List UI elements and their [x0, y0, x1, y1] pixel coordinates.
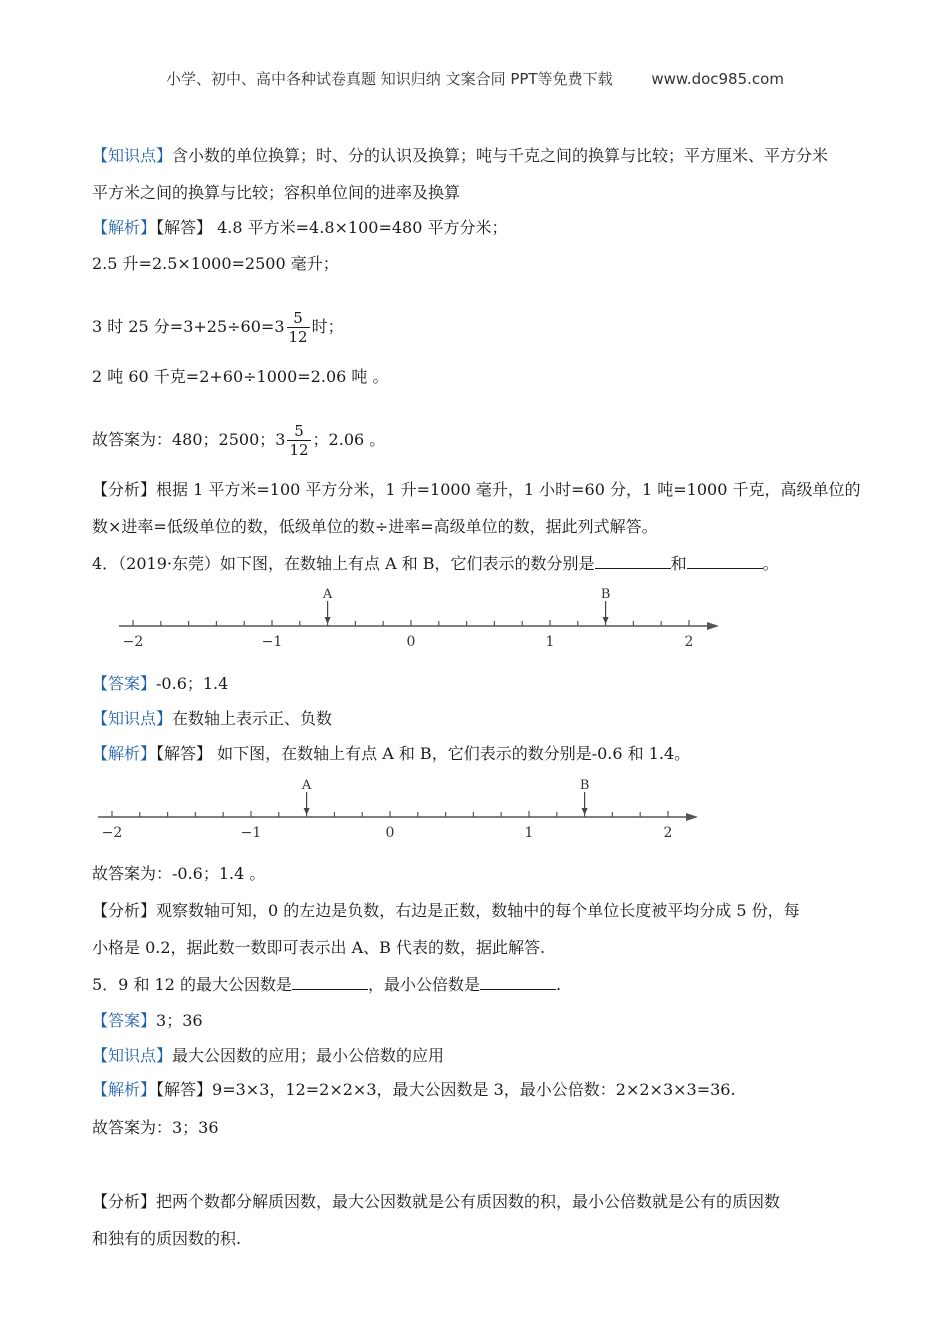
answer-tag: 【解答】 — [156, 218, 213, 237]
q4-question-mid: 和 — [670, 554, 687, 573]
answer-tag: 【答案】 — [92, 1011, 157, 1030]
tick-label: −2 — [122, 634, 144, 650]
axis-arrow — [686, 813, 698, 821]
header-text: 小学、初中、高中各种试卷真题 知识归纳 文案合同 PPT等免费下载 — [166, 70, 613, 88]
q5-answer — [92, 1009, 900, 1033]
answer-tag: 【答案】 — [92, 674, 157, 693]
solve-line-4: 2 吨 60 千克=2+60÷1000=2.06 吨 。 — [92, 367, 389, 386]
number-line-question — [115, 584, 725, 650]
fraction-numerator: 5 — [287, 422, 310, 441]
solve-text: 9=3×3，12=2×2×3，最大公因数是 3，最小公倍数：2×2×3×3=36. — [212, 1080, 736, 1099]
solve-tag: 【解答】 — [156, 1080, 213, 1099]
tick-label: 0 — [406, 634, 416, 650]
q5-question-mid: ，最小公倍数是 — [367, 975, 480, 994]
number-line-solution — [94, 775, 704, 841]
solve-line-2: 2.5 升=2.5×1000=2500 毫升； — [92, 254, 339, 273]
answer-text: 3；36 — [156, 1011, 203, 1030]
tick-label: 2 — [663, 825, 673, 841]
q4-analysis-line — [92, 742, 900, 766]
fraction-denominator: 12 — [288, 328, 308, 346]
q5-knowledge — [92, 1044, 900, 1068]
analysis-tag: 【解析】 — [92, 744, 157, 763]
point-b-arrowhead-icon — [582, 808, 588, 815]
q3-analysis-line — [92, 216, 900, 240]
q5-analysis-1: 【分析】把两个数都分解质因数，最大公因数就是公有质因数的积，最小公倍数就是公有的质因数 — [92, 1192, 781, 1211]
point-b-label: B — [579, 778, 590, 793]
line-3-post: 时； — [311, 317, 344, 336]
knowledge-text: 含小数的单位换算；时、分的认识及换算；吨与千克之间的换算与比较；平方厘米、平方分米 — [172, 146, 829, 165]
q5-question — [92, 973, 900, 997]
solve-tag: 【解答】 — [156, 744, 213, 763]
point-a-label: A — [301, 778, 312, 793]
answer-blank — [292, 975, 368, 990]
fraction-denominator: 12 — [289, 441, 309, 459]
q3-analysis-1: 【分析】根据 1 平方米=100 平方分米，1 升=1000 毫升，1 小时=60 分，1 吨=1000 千克，高级单位的 — [92, 480, 861, 499]
q4-question-pre: 4．（2019·东莞）如下图，在数轴上有点 A 和 B，它们表示的数分别是 — [92, 554, 595, 573]
answer-text: -0.6；1.4 — [156, 674, 229, 693]
solve-text: 如下图，在数轴上有点 A 和 B，它们表示的数分别是-0.6 和 1.4。 — [212, 744, 691, 763]
point-b-label: B — [600, 587, 611, 602]
knowledge-text: 在数轴上表示正、负数 — [172, 709, 333, 728]
analysis-tag: 【解析】 — [92, 218, 157, 237]
point-a-label: A — [322, 587, 333, 602]
q4-knowledge — [92, 707, 900, 731]
final-pre: 故答案为：480；2500；3 — [92, 430, 286, 449]
answer-blank — [595, 554, 671, 569]
knowledge-tag: 【知识点】 — [92, 709, 173, 728]
tick-label: −1 — [261, 634, 283, 650]
solve-line-3 — [92, 305, 900, 349]
q4-analysis-2: 小格是 0.2，据此数一数即可表示出 A、B 代表的数，据此解答. — [92, 938, 546, 957]
knowledge-tag: 【知识点】 — [92, 146, 173, 165]
point-a-arrowhead-icon — [325, 617, 331, 624]
solve-line-1: 4.8 平方米=4.8×100=480 平方分米； — [212, 218, 508, 237]
q5-analysis-2: 和独有的质因数的积. — [92, 1229, 242, 1248]
q5-analysis-line — [92, 1078, 900, 1102]
q4-answer — [92, 672, 900, 696]
q5-final-answer: 故答案为：3；36 — [92, 1118, 219, 1137]
line-3-pre: 3 时 25 分=3+25÷60=3 — [92, 317, 285, 336]
knowledge-tag: 【知识点】 — [92, 1046, 173, 1065]
tick-label: 1 — [524, 825, 534, 841]
answer-blank — [687, 554, 763, 569]
header-site: www.doc985.com — [651, 70, 784, 88]
tick-label: −2 — [101, 825, 123, 841]
axis-arrow — [707, 622, 719, 630]
answer-blank — [480, 975, 556, 990]
point-b-arrowhead-icon — [603, 617, 609, 624]
q5-question-pre: 5．9 和 12 的最大公因数是 — [92, 975, 292, 994]
tick-label: −1 — [240, 825, 262, 841]
final-post: ；2.06 。 — [312, 430, 386, 449]
q4-question-end: 。 — [762, 554, 779, 573]
analysis-tag: 【解析】 — [92, 1080, 157, 1099]
q3-knowledge-line-2: 平方米之间的换算与比较；容积单位间的进率及换算 — [92, 183, 461, 202]
q3-analysis-2: 数×进率=低级单位的数，低级单位的数÷进率=高级单位的数，据此列式解答。 — [92, 517, 658, 536]
fraction — [287, 422, 310, 459]
page-header — [0, 68, 950, 89]
fraction-numerator: 5 — [287, 309, 310, 328]
q3-knowledge-line-1 — [92, 144, 900, 168]
q5-question-end: . — [556, 975, 562, 994]
tick-label: 2 — [684, 634, 694, 650]
q3-final-answer — [92, 418, 900, 462]
knowledge-text: 最大公因数的应用；最小公倍数的应用 — [172, 1046, 445, 1065]
q4-final-answer: 故答案为：-0.6；1.4 。 — [92, 864, 266, 883]
q4-question — [92, 552, 900, 576]
tick-label: 1 — [545, 634, 555, 650]
tick-label: 0 — [385, 825, 395, 841]
q4-analysis-1: 【分析】观察数轴可知，0 的左边是负数，右边是正数，数轴中的每个单位长度被平均分成 5 份，每 — [92, 901, 800, 920]
point-a-arrowhead-icon — [304, 808, 310, 815]
fraction — [287, 309, 310, 346]
